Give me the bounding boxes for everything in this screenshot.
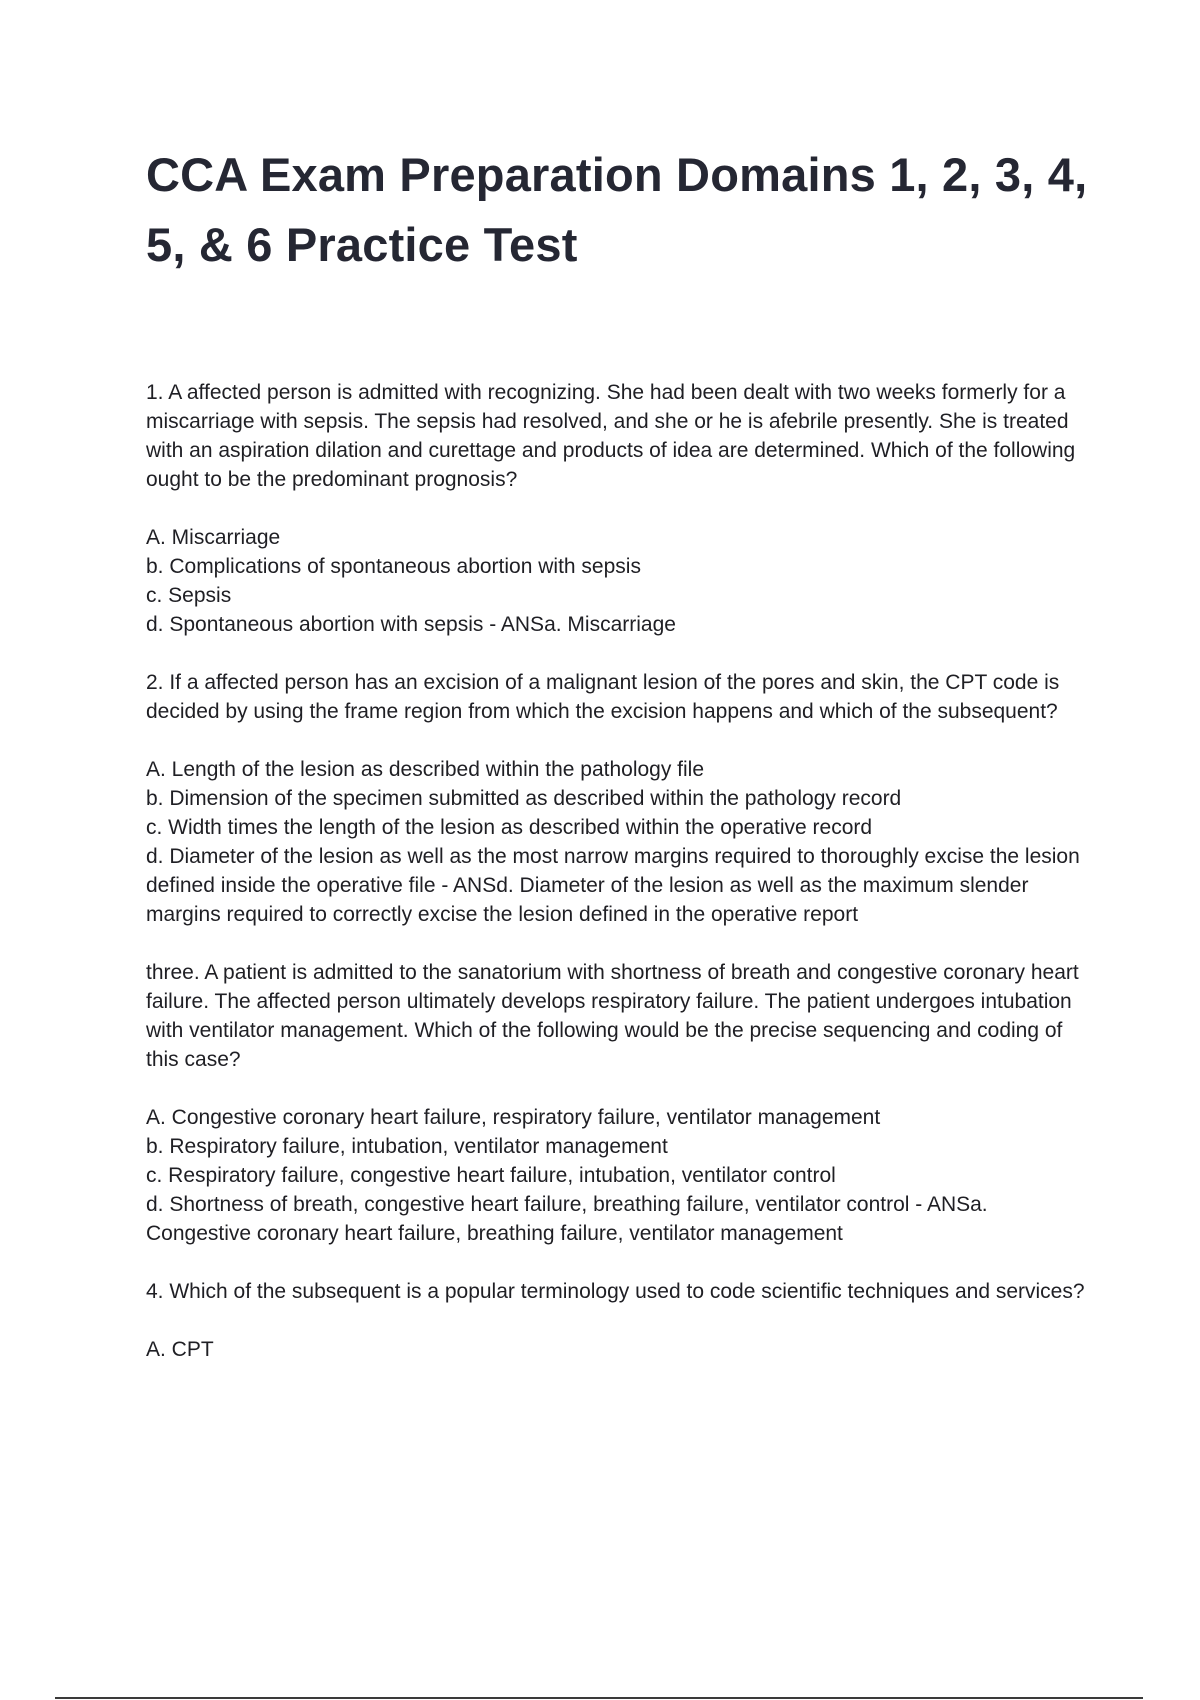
answer-option: c. Sepsis bbox=[146, 584, 232, 607]
answer-option: A. Miscarriage bbox=[146, 526, 281, 549]
answer-option: c. Width times the length of the lesion as described within the operative record bbox=[146, 816, 873, 839]
question-4 bbox=[146, 1277, 1096, 1364]
question-stem: 1. A affected person is admitted with recognizing. She had been dealt with two weeks formerly for a miscarriage with sepsis. The sepsis had resolved, and she or he is afebrile presently. She is treated with an aspiration dilation and curettage and products of idea are determined. Which of the following ought to be the predominant prognosis? bbox=[146, 381, 1076, 491]
question-stem: three. A patient is admitted to the sanatorium with shortness of breath and congestive coronary heart failure. The affected person ultimately develops respiratory failure. The patient undergoes intubation with ventilator management. Which of the following would be the precise sequencing and coding of this case? bbox=[146, 961, 1079, 1071]
answer-option: A. Length of the lesion as described within the pathology file bbox=[146, 758, 705, 781]
answer-option: A. Congestive coronary heart failure, respiratory failure, ventilator management bbox=[146, 1106, 881, 1129]
question-stem: 4. Which of the subsequent is a popular terminology used to code scientific techniques and services? bbox=[146, 1280, 1085, 1303]
question-3 bbox=[146, 958, 1096, 1248]
answer-option: b. Dimension of the specimen submitted as described within the pathology record bbox=[146, 787, 902, 810]
answer-option: d. Diameter of the lesion as well as the most narrow margins required to thoroughly excise the lesion defined inside the operative file - ANSd. Diameter of the lesion as well as the maximum slender margins required to correctly excise the lesion defined in the operative report bbox=[146, 845, 1080, 926]
question-list bbox=[146, 378, 1096, 1364]
answer-options bbox=[146, 755, 1096, 929]
answer-options bbox=[146, 523, 1096, 639]
answer-option: b. Respiratory failure, intubation, ventilator management bbox=[146, 1135, 668, 1158]
page-bottom-divider bbox=[55, 1697, 1143, 1699]
question-stem: 2. If a affected person has an excision of a malignant lesion of the pores and skin, the CPT code is decided by using the frame region from which the excision happens and which of the subsequent? bbox=[146, 671, 1060, 723]
answer-option: A. CPT bbox=[146, 1338, 214, 1361]
answer-option: b. Complications of spontaneous abortion with sepsis bbox=[146, 555, 641, 578]
answer-option: c. Respiratory failure, congestive heart failure, intubation, ventilator control bbox=[146, 1164, 836, 1187]
question-2 bbox=[146, 668, 1096, 929]
answer-options bbox=[146, 1103, 1096, 1248]
answer-options bbox=[146, 1335, 1096, 1364]
document-page bbox=[146, 140, 1096, 1393]
document-title: CCA Exam Preparation Domains 1, 2, 3, 4, 5, & 6 Practice Test bbox=[146, 148, 1088, 271]
question-1 bbox=[146, 378, 1096, 639]
answer-option: d. Spontaneous abortion with sepsis - ANSa. Miscarriage bbox=[146, 613, 676, 636]
answer-option: d. Shortness of breath, congestive heart failure, breathing failure, ventilator control - ANSa. Congestive coronary heart failure, breathing failure, ventilator management bbox=[146, 1193, 988, 1245]
